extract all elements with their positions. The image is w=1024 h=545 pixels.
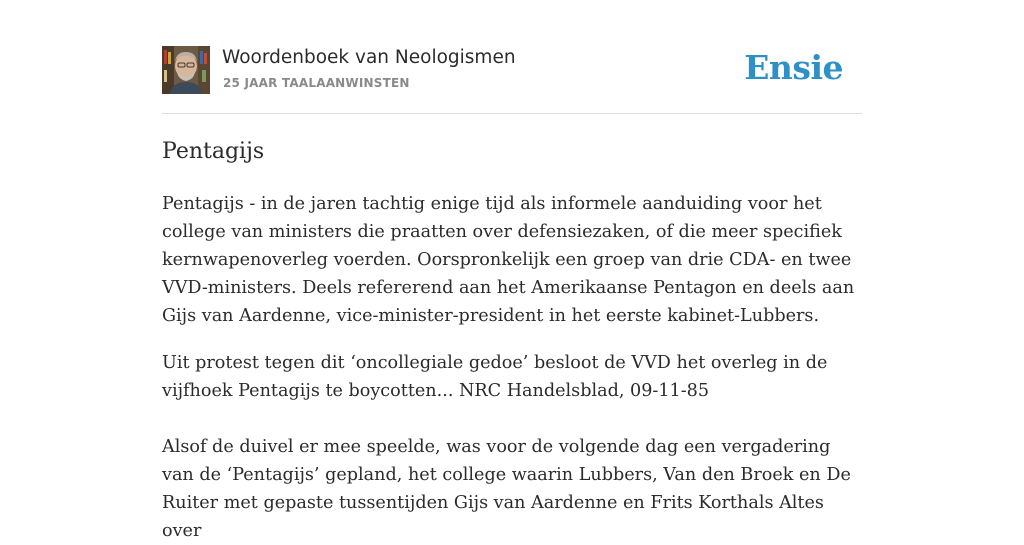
- site-header: [162, 46, 862, 96]
- entry-title: Pentagijs: [162, 139, 265, 164]
- site-subtitle: 25 JAAR TAALAANWINSTEN: [223, 76, 410, 90]
- quote-paragraph: Uit protest tegen dit ‘oncollegiale gedoe’ besloot de VVD het overleg in de vijfhoek Pentagijs te boycotten... NRC Handelsblad, 09-11-85: [162, 353, 828, 401]
- site-title[interactable]: Woordenboek van Neologismen: [222, 47, 516, 68]
- quote-paragraph-continued: Alsof de duivel er mee speelde, was voor de volgende dag een vergadering van de ‘Pentagijs’ gepland, het college waarin Lubbers, Van den Broek en De Ruiter met gepaste tussentijden Gijs van Aardenne en Frits Korthals Altes over: [162, 437, 851, 541]
- author-photo-icon: [162, 46, 210, 94]
- header-divider: [162, 113, 862, 114]
- definition-paragraph: Pentagijs - in de jaren tachtig enige tijd als informele aanduiding voor het college van ministers die praatten over defensiezaken, of die meer specifiek kernwapenoverleg voerden. Oorspronkelijk een groep van drie CDA- en twee VVD-ministers. Deels refererend aan het Amerikaanse Pentagon en deels aan Gijs van Aardenne, vice-minister-president in het eerste kabinet-Lubbers.: [162, 194, 855, 326]
- avatar[interactable]: [162, 46, 210, 94]
- ensie-logo[interactable]: Ensie: [744, 48, 843, 87]
